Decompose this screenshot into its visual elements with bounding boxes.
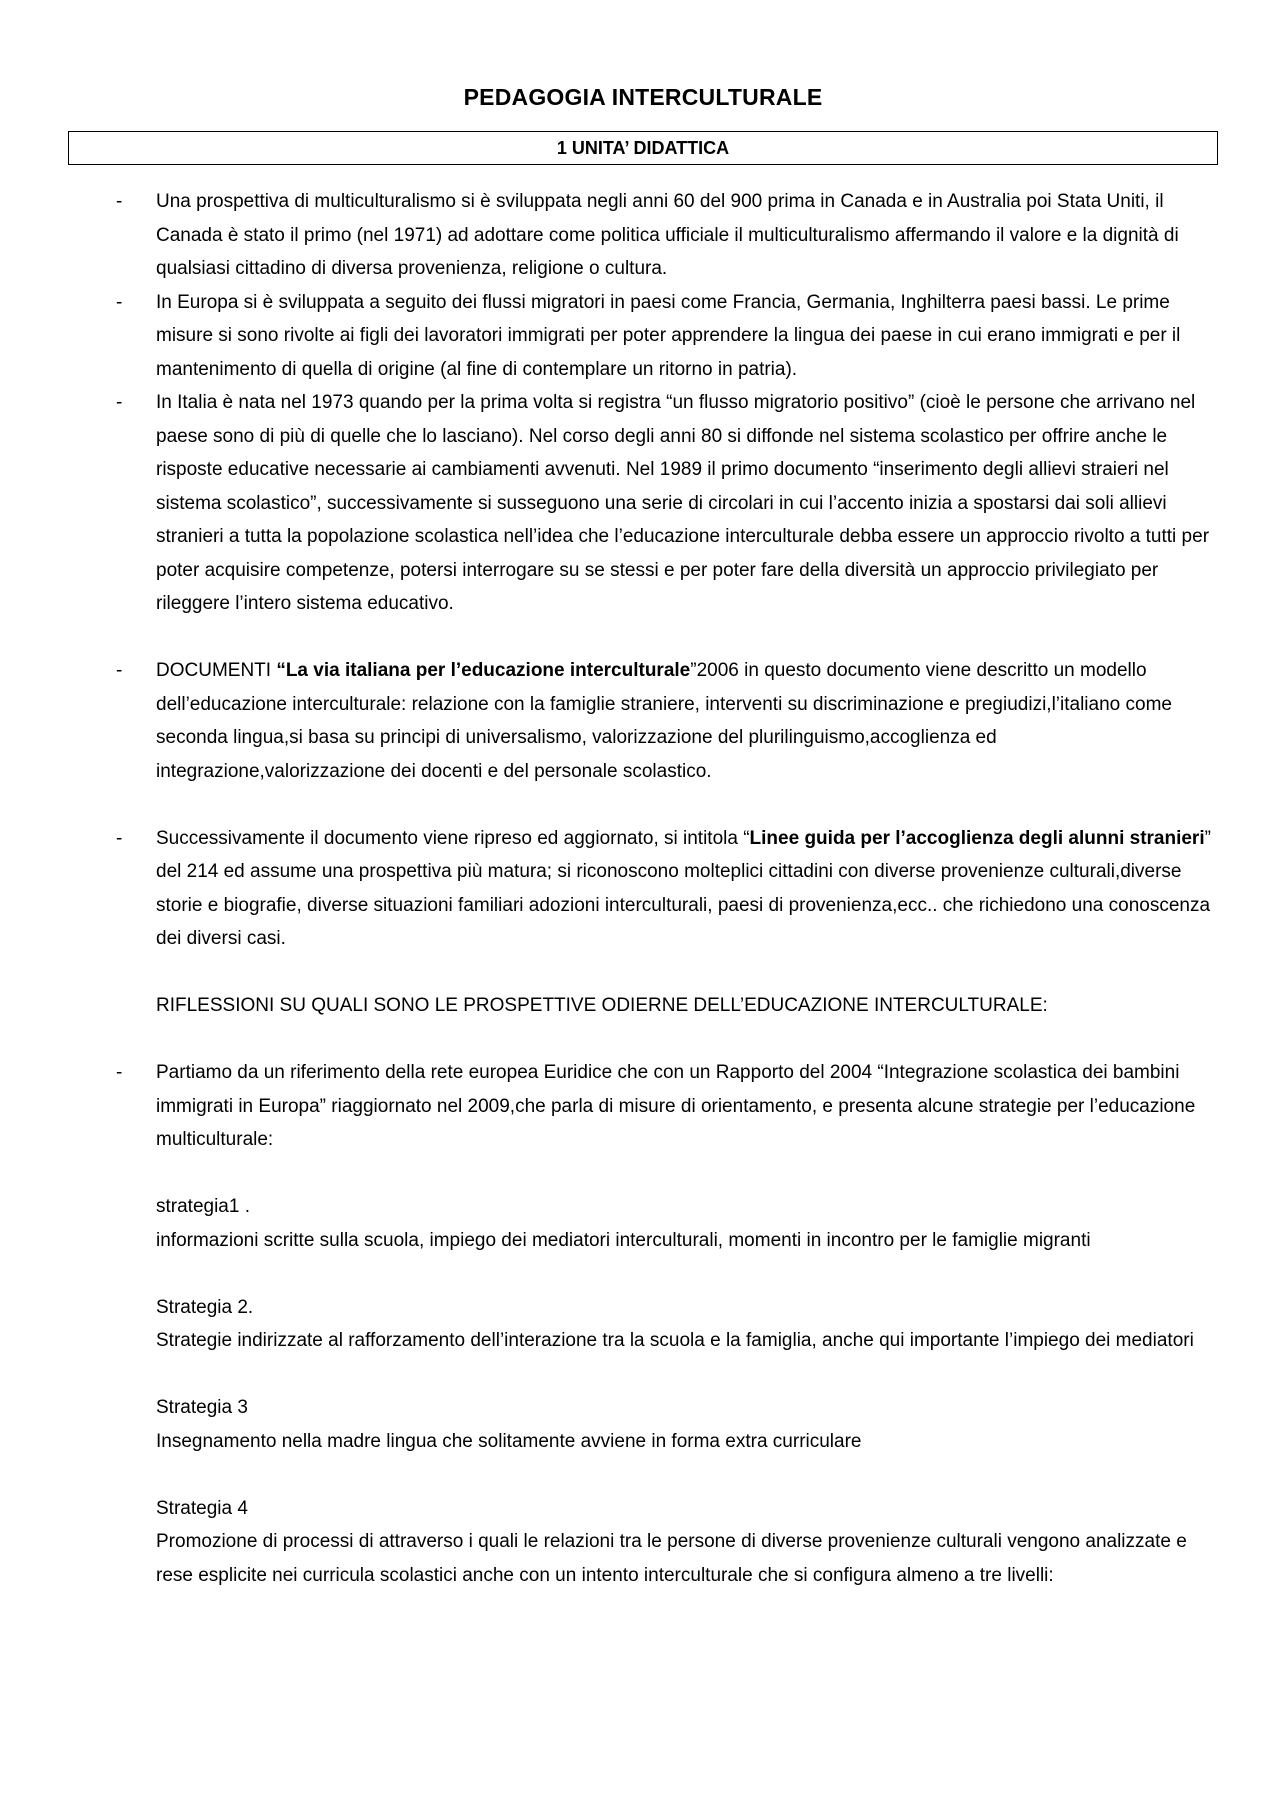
strategy-label: Strategia 4 — [156, 1497, 248, 1519]
strategy-label: Strategia 2. — [156, 1296, 254, 1318]
bullet-dash: - — [116, 191, 123, 212]
bullet-item-guidelines — [68, 822, 1218, 956]
strategy-text: Strategie indirizzate al rafforzamento dell’interazione tra la scuola e la famiglia, anche qui importante l’impiego dei mediatori — [156, 1330, 1194, 1351]
document-title-bold: “La via italiana per l’educazione interculturale — [276, 660, 691, 681]
strategy-text: Insegnamento nella madre lingua che solitamente avviene in forma extra curriculare — [156, 1430, 862, 1452]
bullet-item-documents — [68, 654, 1218, 788]
bullet-dash: - — [116, 827, 123, 849]
strategy-2 — [68, 1291, 1218, 1358]
strategy-1 — [68, 1190, 1218, 1257]
bullet-item-italy — [68, 386, 1218, 621]
bullet-dash: - — [116, 1062, 123, 1083]
strategy-text: Promozione di processi di attraverso i quali le relazioni tra le persone di diverse provenienze culturali vengono analizzate e rese esplicite nei curricula scolastici anche con un intento interculturale che si configura almeno a tre livelli: — [156, 1531, 1187, 1586]
reflection-heading: RIFLESSIONI SU QUALI SONO LE PROSPETTIVE ODIERNE DELL’EDUCAZIONE INTERCULTURALE: — [156, 995, 1048, 1016]
bullet-dash: - — [116, 660, 123, 681]
guidelines-title-bold: Linee guida per l’accoglienza degli alunni stranieri — [749, 827, 1205, 849]
paragraph-text: ”2006 in questo documento viene descritto un modello dell’educazione interculturale: relazione con la famiglie straniere, interventi su discriminazione e pregiudizi,l’italiano come seconda lingua,si basa su principi di universalismo, valorizzazione del plurilinguismo,accoglienza ed integrazione,valorizzazione dei docenti e del personale scolastico. — [156, 660, 1172, 782]
strategy-3 — [68, 1391, 1218, 1458]
bullet-item-canada — [68, 185, 1218, 286]
paragraph-prefix: Successivamente il documento viene ripreso ed aggiornato, si intitola “ — [156, 827, 750, 849]
paragraph-text: ” del 214 ed assume una prospettiva più matura; si riconoscono molteplici cittadini con diverse provenienze culturali,diverse storie e biografie, diverse situazioni familiari adozioni interculturali, paesi di provenienza,ecc.. che richiedono una conoscenza dei diversi casi. — [156, 827, 1211, 949]
strategy-4 — [68, 1492, 1218, 1593]
bullet-item-europe — [68, 286, 1218, 387]
paragraph-text: Una prospettiva di multiculturalismo si è sviluppata negli anni 60 del 900 prima in Canada e in Australia poi Stata Uniti, il Canada è stato il primo (nel 1971) ad adottare come politica ufficiale il multiculturalismo affermando il valore e la dignità di qualsiasi cittadino di diversa provenienza, religione o cultura. — [156, 191, 1179, 279]
paragraph-prefix: DOCUMENTI — [156, 660, 277, 681]
page-title: PEDAGOGIA INTERCULTURALE — [463, 84, 823, 110]
strategy-label: strategia1 . — [156, 1196, 250, 1217]
paragraph-text: Partiamo da un riferimento della rete europea Euridice che con un Rapporto del 2004 “Integrazione scolastica dei bambini immigrati in Europa” riaggiornato nel 2009,che parla di misure di orientamento, e presenta alcune strategie per l’educazione multiculturale: — [156, 1062, 1196, 1150]
paragraph-text: In Italia è nata nel 1973 quando per la prima volta si registra “un flusso migratorio positivo” (cioè le persone che arrivano nel paese sono di più di quelle che lo lasciano). Nel corso degli anni 80 si diffonde nel sistema scolastico per offrire anche le risposte educative necessarie ai cambiamenti avvenuti. Nel 1989 il primo documento “inserimento degli allievi straieri nel sistema scolastico”, successivamente si susseguono una serie di circolari in cui l’accento inizia a spostarsi dai soli allievi stranieri a tutta la popolazione scolastica nell’idea che l’educazione interculturale debba essere un approccio rivolto a tutti per poter acquisire competenze, potersi interrogare su se stessi e per poter fare della diversità un approccio privilegiato per rileggere l’intero sistema educativo. — [156, 392, 1210, 614]
paragraph-text: In Europa si è sviluppata a seguito dei flussi migratori in paesi come Francia, Germania, Inghilterra paesi bassi. Le prime misure si sono rivolte ai figli dei lavoratori immigrati per poter apprendere la lingua dei paese in cui erano immigrati e per il mantenimento di quella di origine (al fine di contemplare un ritorno in patria). — [156, 291, 1181, 380]
bullet-item-euridice — [68, 1056, 1218, 1157]
strategy-text: informazioni scritte sulla scuola, impiego dei mediatori interculturali, momenti in incontro per le famiglie migranti — [156, 1229, 1091, 1251]
bullet-dash: - — [116, 291, 123, 313]
unit-header-box: 1 UNITA’ DIDATTICA — [68, 131, 1218, 165]
strategy-label: Strategia 3 — [156, 1397, 248, 1418]
bullet-dash: - — [116, 392, 123, 413]
